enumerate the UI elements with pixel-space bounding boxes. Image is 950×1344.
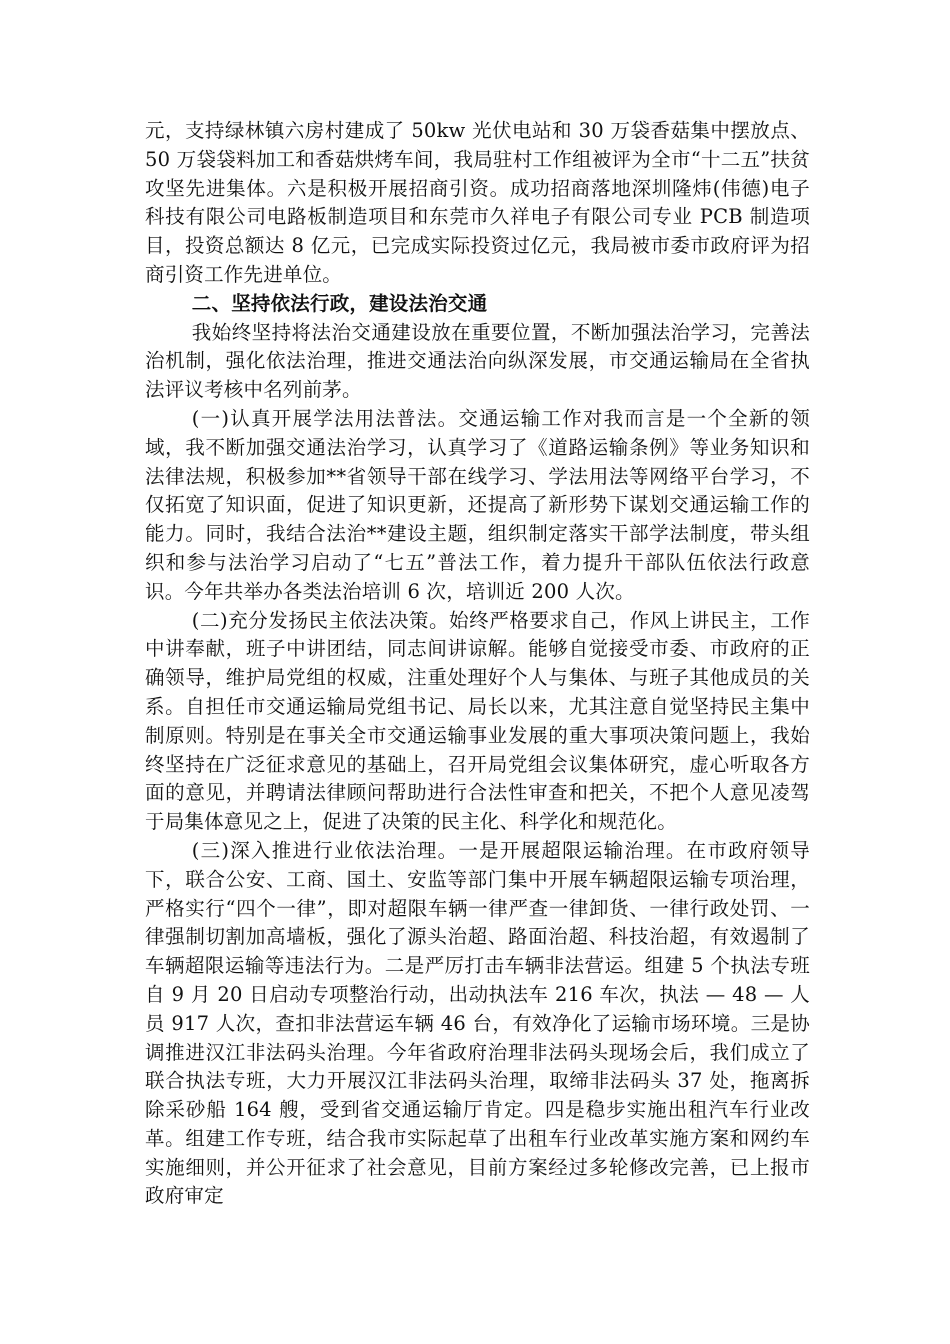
section-heading-rule-of-law: 二、坚持依法行政，建设法治交通 — [191, 291, 488, 315]
paragraph-rule-of-law-intro: 我始终坚持将法治交通建设放在重要位置，不断加强法治学习，完善法治机制，强化依法治理，推进交通法治向纵深发展，市交通运输局在全省执法评议考核中名列前茅。 — [145, 320, 810, 402]
document-body — [145, 117, 810, 1211]
paragraph-poverty-investment: 元，支持绿林镇六房村建成了 50kw 光伏电站和 30 万袋香菇集中摆放点、50 万袋袋料加工和香菇烘烤车间，我局驻村工作组被评为全市“十二五”扶贫攻坚先进集体。六是积极开展招商引资。成功招商落地深圳隆炜(伟德)电子科技有限公司电路板制造项目和东莞市久祥电子有限公司专业 PCB 制造项目，投资总额达 8 亿元，已完成实际投资过亿元，我局被市委市政府评为招商引资工作先进单位。 — [145, 119, 810, 286]
paragraph-democratic-decision: (二)充分发扬民主依法决策。始终严格要求自己，作风上讲民主，工作中讲奉献，班子中讲团结，同志间讲谅解。能够自觉接受市委、市政府的正确领导，维护局党组的权威，注重处理好个人与集体、与班子其他成员的关系。自担任市交通运输局党组书记、局长以来，尤其注意自觉坚持民主集中制原则。特别是在事关全市交通运输事业发展的重大事项决策问题上，我始终坚持在广泛征求意见的基础上，召开局党组会议集体研究，虚心听取各方面的意见，并聘请法律顾问帮助进行合法性审查和把关，不把个人意见凌驾于局集体意见之上，促进了决策的民主化、科学化和规范化。 — [145, 608, 810, 834]
paragraph-industry-governance: (三)深入推进行业依法治理。一是开展超限运输治理。在市政府领导下，联合公安、工商、国土、安监等部门集中开展车辆超限运输专项治理，严格实行“四个一律”，即对超限车辆一律严查一律卸货、一律行政处罚、一律强制切割加高墙板，强化了源头治超、路面治超、科技治超，有效遏制了车辆超限运输等违法行为。二是严厉打击车辆非法营运。组建 5 个执法专班自 9 月 20 日启动专项整治行动，出动执法车 216 车次，执法 — 48 — 人员 917 人次，查扣非法营运车辆 46 台，有效净化了运输市场环境。三是协调推进汉江非法码头治理。今年省政府治理非法码头现场会后，我们成立了联合执法专班，大力开展汉江非法码头治理，取缔非法码头 37 处，拖离拆除采砂船 164 艘，受到省交通运输厅肯定。四是稳步实施出租汽车行业改革。组建工作专班，结合我市实际起草了出租车行业改革实施方案和网约车实施细则，并公开征求了社会意见，目前方案经过多轮修改完善，已上报市政府审定 — [145, 838, 810, 1208]
paragraph-law-study: (一)认真开展学法用法普法。交通运输工作对我而言是一个全新的领域，我不断加强交通法治学习，认真学习了《道路运输条例》等业务知识和法律法规，积极参加**省领导干部在线学习、学法用法等网络平台学习，不仅拓宽了知识面，促进了知识更新，还提高了新形势下谋划交通运输工作的能力。同时，我结合法治**建设主题，组织制定落实干部学法制度，带头组织和参与法治学习启动了“七五”普法工作，着力提升干部队伍依法行政意识。今年共举办各类法治培训 6 次，培训近 200 人次。 — [145, 406, 810, 603]
